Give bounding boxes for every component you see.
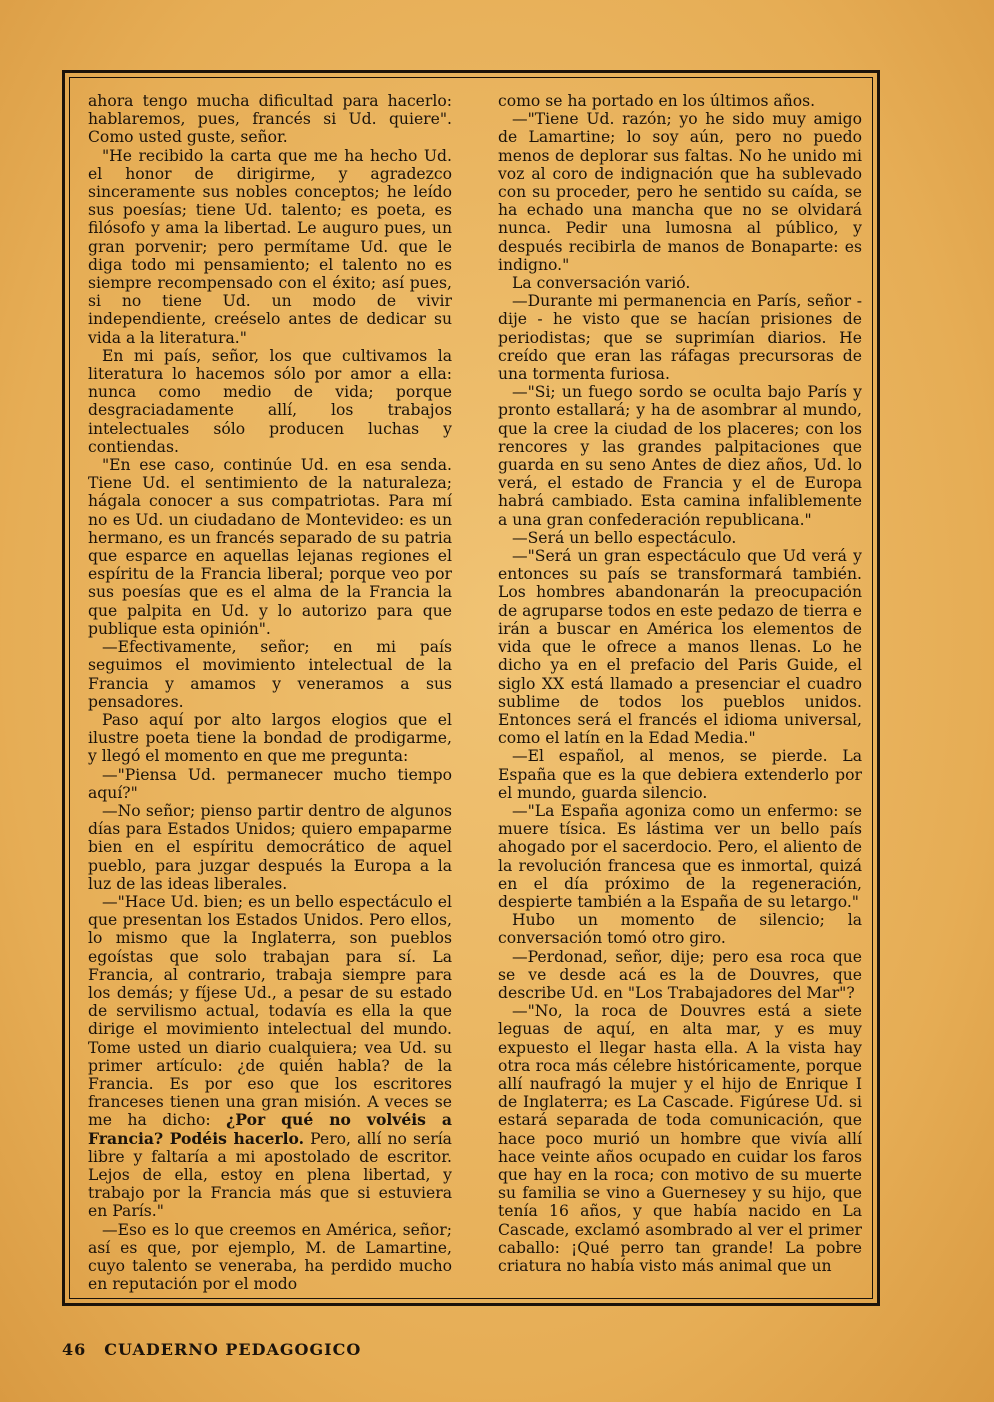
paragraph: —"La España agoniza como un enfermo: se muere tísica. Es lástima ver un bello país ahogado por el sacerdocio. Pero, el aliento de la revolución francesa que es inmortal, quizá en el día próximo de la regeneración, despierte también a la España de su letargo." bbox=[498, 801, 862, 911]
paragraph: —Perdonad, señor, dije; pero esa roca que se ve desde acá es la de Douvres, que describe Ud. en "Los Trabajadores del Mar"? bbox=[498, 947, 862, 1002]
paragraph: Hubo un momento de silencio; la conversación tomó otro giro. bbox=[498, 911, 862, 948]
paragraph: Paso aquí por alto largos elogios que el ilustre poeta tiene la bondad de prodigarme, y llegó el momento en que me pregunta: bbox=[88, 710, 452, 766]
paragraph: "He recibido la carta que me ha hecho Ud. el honor de dirigirme, y agradezco sinceramente sus nobles conceptos; he leído sus poesías; tiene Ud. talento; es poeta, es filósofo y ama la libertad. Le auguro pues, un gran porvenir; pero permítame Ud. que le diga todo mi pensamiento; el talento no es siempre recompensado con el éxito; así pues, si no tiene Ud. un modo de vivir independiente, creéselo antes de dedicar su vida a la literatura." bbox=[88, 146, 452, 347]
paragraph: —"Tiene Ud. razón; yo he sido muy amigo de Lamartine; lo soy aún, pero no puedo menos de deplorar sus faltas. No he unido mi voz al coro de indignación que ha sublevado con su proceder, pero he sentido su caída, se ha echado una mancha que no se olvidará nunca. Pedir una lumosna al público, y después recibirla de manos de Bonaparte: es indigno." bbox=[498, 110, 862, 274]
bold-quote: ¿Por qué no volvéis a Francia? Podéis hacerlo. bbox=[88, 1110, 452, 1148]
left-column bbox=[88, 92, 452, 1293]
paragraph: —"Será un gran espectáculo que Ud verá y entonces su país se transformará también. Los hombres abandonarán la preocupación de agruparse todos en este pedazo de tierra e irán a buscar en América los elementos de vida que le ofrece a manos llenas. Lo he dicho ya en el prefacio del Paris Guide, el siglo XX está llamado a presenciar el cuadro sublime de todos los pueblos unidos. Entonces será el francés el idioma universal, como el latín en la Edad Media." bbox=[498, 547, 862, 748]
publication-name: CUADERNO PEDAGOGICO bbox=[104, 1340, 362, 1359]
paragraph: —Efectivamente, señor; en mi país seguimos el movimiento intelectual de la Francia y amamos y veneramos a sus pensadores. bbox=[88, 638, 452, 711]
paragraph: —El español, al menos, se pierde. La España que es la que debiera extenderlo por el mundo, guarda silencio. bbox=[498, 747, 862, 802]
paragraph: ahora tengo mucha dificultad para hacerlo: hablaremos, pues, francés si Ud. quiere". Como usted guste, señor. bbox=[88, 92, 452, 147]
page-footer bbox=[62, 1340, 379, 1359]
paragraph: —Será un bello espectáculo. bbox=[512, 528, 737, 547]
right-column bbox=[498, 92, 862, 1275]
paragraph-with-quote bbox=[88, 893, 452, 1221]
paragraph: —"Si; un fuego sordo se oculta bajo París y pronto estallará; y ha de asombrar al mundo, que la cree la ciudad de los placeres; con los rencores y las grandes palpitaciones que guarda en su seno Antes de diez años, Ud. lo verá, el estado de Francia y el de Europa habrá cambiado. Esta camina infaliblemente a una gran confederación republicana." bbox=[498, 383, 862, 529]
paragraph-text: —"Hace Ud. bien; es un bello espectáculo el que presentan los Estados Unidos. Pero ellos, lo mismo que la Inglaterra, son pueblos egoístas que solo trabajan para sí. La Francia, al contrario, trabaja siempre para los demás; y fíjese Ud., a pesar de su estado de servilismo actual, todavía es ella la que dirige el movimiento intelectual del mundo. Tome usted un diario cualquiera; vea Ud. su primer artículo: ¿de quién habla? de la Francia. Es por eso que los escritores franceses tienen una gran misión. A veces se me ha dicho: bbox=[88, 892, 452, 1130]
paragraph: como se ha portado en los últimos años. bbox=[498, 92, 816, 110]
paragraph: —Durante mi permanencia en París, señor - dije - he visto que se hacían prisiones de periodistas; que se suprimían diarios. He creído que eran las ráfagas precursoras de una tormenta furiosa. bbox=[498, 292, 862, 384]
page-number: 46 bbox=[62, 1340, 87, 1359]
paragraph: —No señor; pienso partir dentro de algunos días para Estados Unidos; quiero empaparme bien en el espíritu democrático de aquel pueblo, para juzgar después la Europa a la luz de las ideas liberales. bbox=[88, 801, 452, 893]
paragraph: —"Piensa Ud. permanecer mucho tiempo aquí?" bbox=[88, 765, 452, 802]
paragraph: —Eso es lo que creemos en América, señor; así es que, por ejemplo, M. de Lamartine, cuyo talento se veneraba, ha perdido mucho en reputación por el modo bbox=[88, 1220, 452, 1294]
paragraph: La conversación varió. bbox=[512, 274, 691, 293]
paragraph: —"No, la roca de Douvres está a siete leguas de aquí, en alta mar, y es muy expuesto el llegar hasta ella. A la vista hay otra roca más célebre históricamente, porque allí naufragó la mujer y el hijo de Enrique I de Inglaterra; es La Cascade. Figúrese Ud. si estará separada de toda comunicación, que hace poco murió un hombre que vivía allí hace veinte años ocupado en cuidar los faros que hay en la roca; con motivo de su muerte su familia se vino a Guernesey y su hijo, que tenía 16 años, y que había nacido en La Cascade, exclamó asombrado al ver el primer caballo: ¡Qué perro tan grande! La pobre criatura no había visto más animal que un bbox=[498, 1002, 862, 1275]
paragraph: "En ese caso, continúe Ud. en esa senda. Tiene Ud. el sentimiento de la naturaleza; hágala conocer a sus compatriotas. Para mí no es Ud. un ciudadano de Montevideo: es un hermano, es un francés separado de su patria que esparce en aquellas lejanas regiones el espíritu de la Francia liberal; porque veo por sus poesías que es el alma de la Francia la que palpita en Ud. y lo autorizo para que publique esta opinión". bbox=[88, 456, 452, 638]
paragraph-text: Pero, allí no sería libre y faltaría a mi apostolado de escritor. Lejos de ella, estoy en plena libertad, y trabajo por la Francia más que si estuviera en París." bbox=[88, 1129, 452, 1221]
paragraph: En mi país, señor, los que cultivamos la literatura lo hacemos sólo por amor a ella: nunca como medio de vida; porque desgraciadamente allí, los trabajos intelectuales sólo producen luchas y contiendas. bbox=[88, 346, 452, 456]
